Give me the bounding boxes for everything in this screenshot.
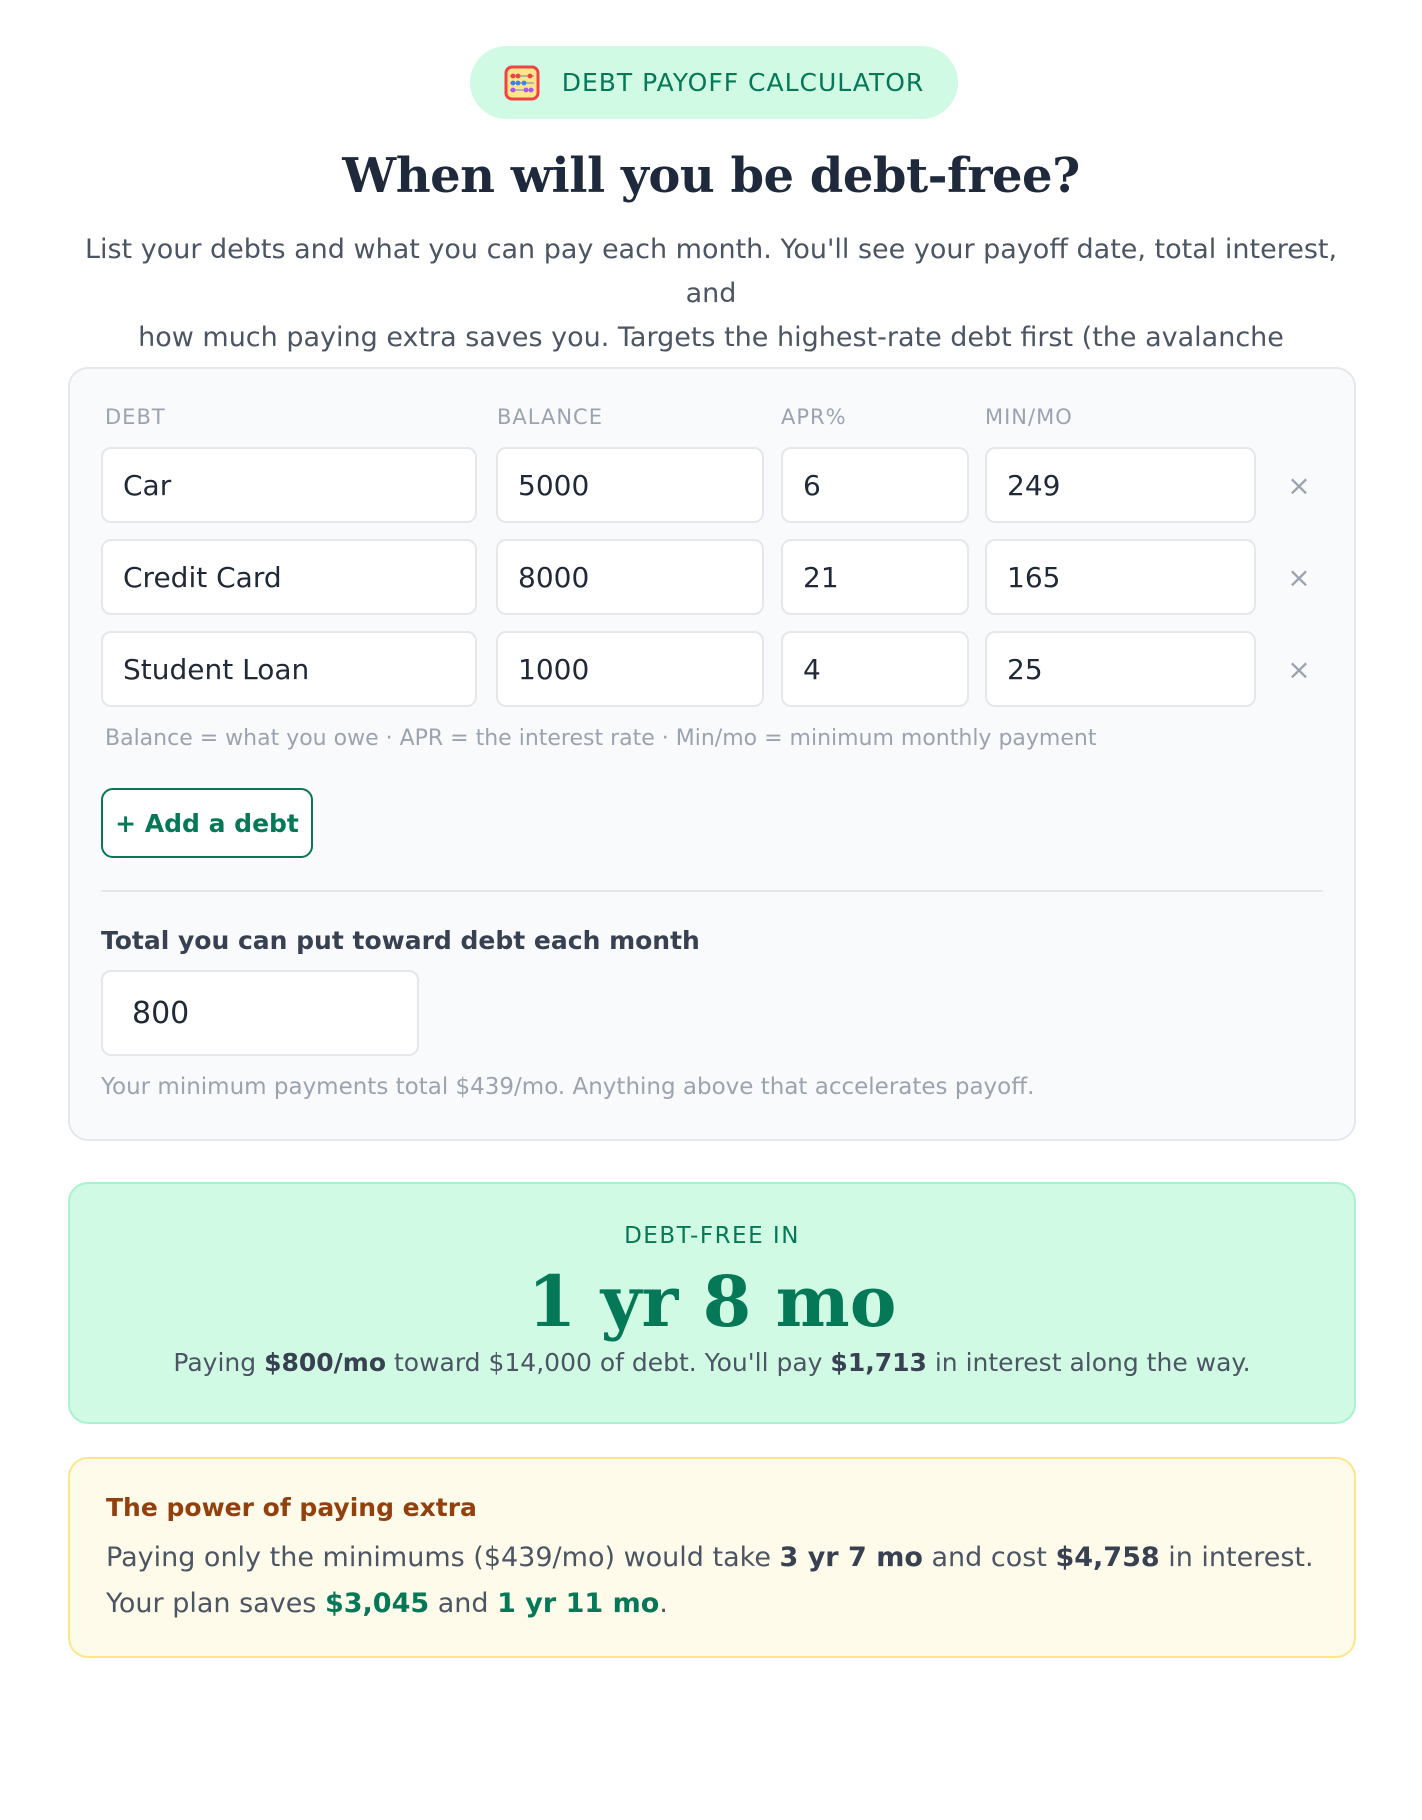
debt-name-input[interactable]: Student Loan	[101, 631, 477, 707]
tip-text: Paying only the minimums ($439/mo) would take	[106, 1542, 780, 1573]
minimum-only-interest: $4,758	[1055, 1542, 1160, 1573]
tip-text: and cost	[922, 1542, 1056, 1573]
header-debt: DEBT	[105, 405, 166, 429]
result-description	[70, 1348, 1354, 1377]
header-apr: APR%	[781, 405, 847, 429]
field-legend: Balance = what you owe · APR = the interest rate · Min/mo = minimum monthly payment	[105, 726, 1097, 751]
min-payment-input[interactable]: 165	[985, 539, 1256, 615]
intro-line-1: List your debts and what you can pay each month. You'll see your payoff date, total interest, and	[84, 234, 1338, 309]
remove-debt-button[interactable]: ×	[1287, 468, 1311, 502]
result-panel	[68, 1182, 1356, 1424]
balance-input[interactable]: 8000	[496, 539, 764, 615]
monthly-payment-value: $800/mo	[264, 1348, 387, 1377]
total-interest-value: $1,713	[830, 1348, 927, 1377]
monthly-budget-input[interactable]: 800	[101, 970, 419, 1056]
result-label: DEBT-FREE IN	[624, 1223, 800, 1249]
calculator-badge	[470, 46, 958, 119]
tip-text: .	[659, 1588, 668, 1619]
apr-input[interactable]: 4	[781, 631, 969, 707]
debt-name-input[interactable]: Credit Card	[101, 539, 477, 615]
remove-debt-button[interactable]: ×	[1287, 652, 1311, 686]
minimum-only-time: 3 yr 7 mo	[779, 1542, 923, 1573]
budget-label: Total you can put toward debt each month	[101, 926, 700, 955]
balance-input[interactable]: 5000	[496, 447, 764, 523]
result-desc-text: in interest along the way.	[926, 1348, 1251, 1377]
min-payment-input[interactable]: 249	[985, 447, 1256, 523]
remove-debt-button[interactable]: ×	[1287, 560, 1311, 594]
divider	[101, 890, 1323, 892]
tip-title: The power of paying extra	[106, 1493, 477, 1522]
debt-name-input[interactable]: Car	[101, 447, 477, 523]
balance-input[interactable]: 1000	[496, 631, 764, 707]
tip-text: in interest. Your plan saves	[106, 1542, 1314, 1619]
apr-input[interactable]: 6	[781, 447, 969, 523]
money-saved: $3,045	[324, 1588, 430, 1619]
add-debt-button[interactable]: + Add a debt	[101, 788, 313, 858]
page-title: When will you be debt-free?	[342, 148, 1080, 204]
badge-label: DEBT PAYOFF CALCULATOR	[561, 68, 925, 97]
time-saved: 1 yr 11 mo	[497, 1588, 660, 1619]
apr-input[interactable]: 21	[781, 539, 969, 615]
result-desc-text: toward $14,000 of debt. You'll pay	[386, 1348, 831, 1377]
intro-line-2: how much paying extra saves you. Targets the highest-rate debt first (the avalanche	[138, 322, 1284, 353]
header-balance: BALANCE	[497, 405, 603, 429]
debt-free-time: 1 yr 8 mo	[527, 1260, 897, 1343]
header-min: MIN/MO	[985, 405, 1073, 429]
tip-text: and	[429, 1588, 498, 1619]
tip-body	[106, 1535, 1326, 1627]
extra-payment-tip	[68, 1457, 1356, 1658]
min-payment-input[interactable]: 25	[985, 631, 1256, 707]
budget-note: Your minimum payments total $439/mo. Anything above that accelerates payoff.	[101, 1074, 1035, 1100]
result-desc-text: Paying	[173, 1348, 265, 1377]
abacus-icon	[504, 65, 540, 101]
